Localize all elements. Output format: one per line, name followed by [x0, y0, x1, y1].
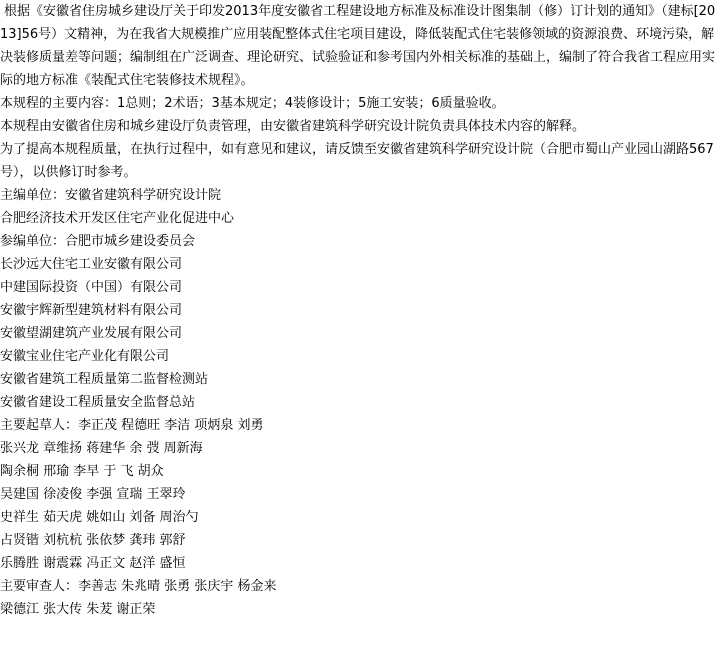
participating-unit-7: 安徽省建筑工程质量第二监督检测站	[0, 372, 209, 387]
drafters-line-4: 吴建国 徐凌俊 李强 宣瑞 王翠玲	[0, 487, 186, 502]
drafters-line-1: 主要起草人：李正茂 程德旺 李洁 项炳泉 刘勇	[0, 418, 264, 433]
reviewers-line-1: 主要审查人：李善志 朱兆晴 张勇 张庆宇 杨金来	[0, 579, 277, 594]
participating-unit-6: 安徽宝业住宅产业化有限公司	[0, 349, 170, 364]
participating-unit-3: 中建国际投资（中国）有限公司	[0, 280, 183, 295]
drafters-line-7: 乐腾胜 谢震霖 冯正文 赵洋 盛恒	[0, 556, 186, 571]
participating-unit: 参编单位：合肥市城乡建设委员会	[0, 234, 196, 249]
management-paragraph: 本规程由安徽省住房和城乡建设厅负责管理，由安徽省建筑科学研究设计院负责具体技术内容的解释。	[0, 119, 586, 134]
participating-unit-8: 安徽省建设工程质量安全监督总站	[0, 395, 196, 410]
drafters-line-5: 史祥生 茹天虎 姚如山 刘备 周治勺	[0, 510, 199, 525]
drafters-line-2: 张兴龙 章维扬 蒋建华 余 弢 周新海	[0, 441, 203, 456]
reviewers-line-2: 梁德江 张大传 朱茇 谢正荣	[0, 602, 156, 617]
feedback-paragraph: 为了提高本规程质量，在执行过程中，如有意见和建议，请反馈至安徽省建筑科学研究设计院（合肥市蜀山产业园山湖路567号），以供修订时参考。	[0, 142, 714, 180]
participating-unit-2: 长沙远大住宅工业安徽有限公司	[0, 257, 183, 272]
drafters-line-6: 占贤锴 刘杭杭 张依梦 龚玮 郭舒	[0, 533, 186, 548]
drafters-line-3: 陶余桐 邢瑜 李早 于 飞 胡众	[0, 464, 164, 479]
participating-unit-4: 安徽宇辉新型建筑材料有限公司	[0, 303, 183, 318]
chief-editor-unit: 主编单位：安徽省建筑科学研究设计院	[0, 188, 222, 203]
participating-unit-5: 安徽望湖建筑产业发展有限公司	[0, 326, 183, 341]
intro-paragraph: 根据《安徽省住房城乡建设厅关于印发2013年度安徽省工程建设地方标准及标准设计图集制（修）订计划的通知》（建标[2013]56号）文精神，为在我省大规模推广应用装配整体式住宅项目建设，降低装配式住宅装修领域的资源浪费、环境污染，解决装修质量差等问题；编制组在广泛调查、理论研究、试验验证和参考国内外相关标准的基础上，编制了符合我省工程应用实际的地方标准《装配式住宅装修技术规程》。	[0, 4, 716, 88]
main-content-paragraph: 本规程的主要内容：1总则；2术语；3基本规定；4装修设计；5施工安装；6质量验收。	[0, 96, 505, 111]
chief-editor-unit-2: 合肥经济技术开发区住宅产业化促进中心	[0, 211, 235, 226]
